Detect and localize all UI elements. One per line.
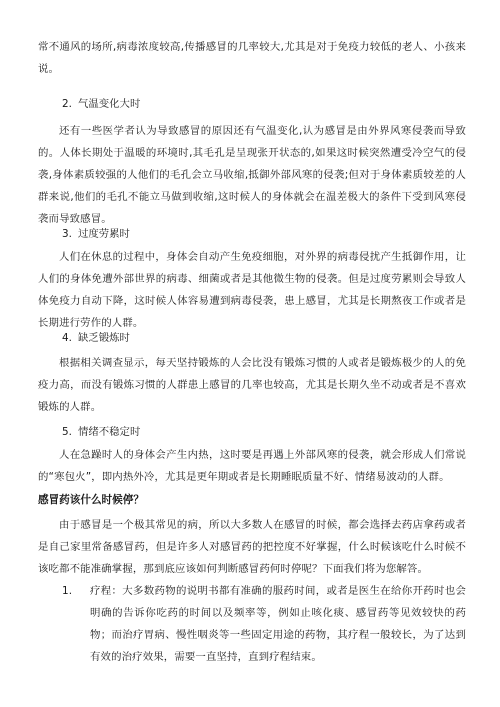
section-number: 2. [62,98,72,110]
section-paragraph-4: 根据相关调查显示，每天坚持锻炼的人会比没有锻炼习惯的人或者是锻炼极少的人的免疫力高，而没有锻炼习惯的人群患上感冒的几率也较高，尤其是长期久坐不动或者是不喜欢锻炼的人群。 [38,357,466,413]
section-heading-4 [62,330,130,346]
section-heading-3 [62,226,130,242]
section-paragraph-2: 还有一些医学者认为导致感冒的原因还有气温变化,认为感冒是由外界风寒侵袭而导致的。人体长期处于温暖的环境时,其毛孔是呈现张开状态的,如果这时候突然遭受冷空气的侵袭,身体素质较强的人他们的毛孔会立马收缩,抵御外部风寒的侵袭;但对于身体素质较差的人群来说,他们的毛孔不能立马做到收缩,这时候人的身体就会在温差极大的条件下受到风寒侵袭而导致感冒。 [38,125,466,225]
section-title: 缺乏锻炼时 [78,332,130,344]
question-title: 感冒药该什么时候停？ [38,494,144,506]
intro-paragraph: 常不通风的场所,病毒浓度较高,传播感冒的几率较大,尤其是对于免疫力较低的老人、小孩来说。 [38,41,466,75]
section-title: 气温变化大时 [78,98,141,110]
section-paragraph-5: 人在急躁时人的身体会产生内热，这时要是再遇上外部风寒的侵袭，就会形成人们常说的“寒包火”，即内热外冷，尤其是更年期或者是长期睡眠质量不好、情绪易波动的人群。 [38,449,466,483]
section-number: 4. [62,332,72,344]
section-paragraph-3: 人们在休息的过程中，身体会自动产生免疫细胞，对外界的病毒侵扰产生抵御作用，让人们的身体免遭外部世界的病毒、细菌或者是其他微生物的侵袭。但是过度劳累则会导致人体免疫力自动下降，这时候人体容易遭到病毒侵袭，患上感冒，尤其是长期熬夜工作或者是长期进行劳作的人群。 [38,251,466,329]
list-item-number: 1. [62,585,73,597]
question-paragraph: 由于感冒是一个极其常见的病，所以大多数人在感冒的时候，都会选择去药店拿药或者是自己家里常备感冒药，但是许多人对感冒药的把控度不好掌握，什么时候该吃什么时候不该吃都不能准确掌握，那到底应该如何判断感冒药何时停呢？下面我们将为您解答。 [38,519,466,575]
list-item-text: 疗程：大多数药物的说明书都有准确的服药时间，或者是医生在给你开药时也会明确的告诉你吃药的时间以及频率等，例如止咳化痰、感冒药等见效较快的药物；而治疗胃病、慢性咽炎等一些固定用途的药物，其疗程一般较长，为了达到有效的治疗效果，需要一直坚持，直到疗程结束。 [90,585,466,663]
section-heading-2 [62,96,140,112]
section-number: 5. [62,426,72,438]
section-title: 情绪不稳定时 [78,426,141,438]
section-title: 过度劳累时 [78,228,130,240]
section-number: 3. [62,228,72,240]
section-heading-5 [62,424,140,440]
list-item [38,580,466,668]
